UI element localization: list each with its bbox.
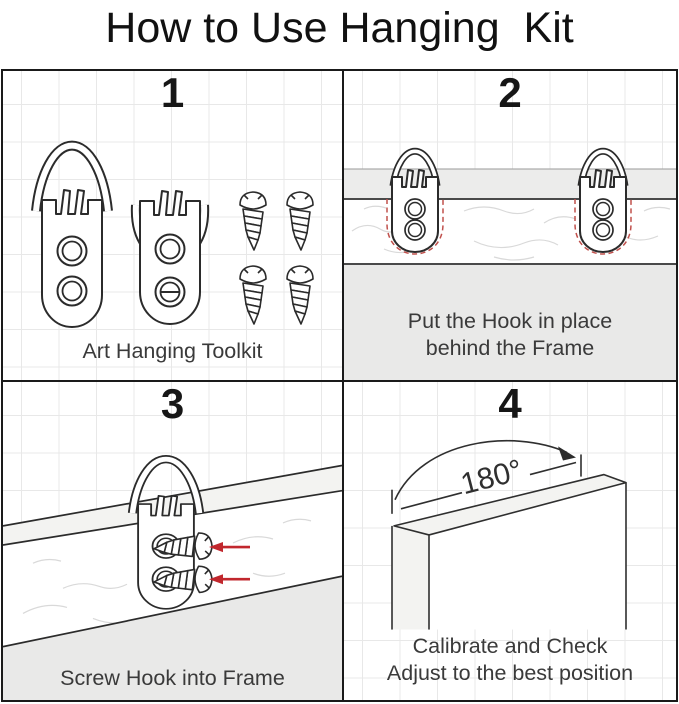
caption-line: behind the Frame (425, 335, 595, 360)
step-number-2: 2 (498, 71, 522, 116)
panel-step-2 (344, 71, 676, 382)
caption-line: Adjust to the best position (386, 660, 634, 685)
step-number-1: 1 (160, 71, 185, 116)
panel-step-3 (3, 382, 344, 700)
caption-step-2 (344, 308, 676, 362)
screw-icon (240, 192, 266, 250)
caption-step-3 (3, 665, 342, 692)
steps-grid (1, 69, 678, 702)
caption-step-1 (3, 338, 342, 365)
caption-step-4 (344, 633, 676, 687)
d-ring-hanger-placed-icon (575, 151, 631, 254)
caption-line: Art Hanging Toolkit (82, 338, 263, 363)
d-ring-hanger-folded-icon (136, 191, 204, 324)
screw-icon (287, 192, 313, 250)
panel-step-1 (3, 71, 344, 382)
screw-icon (287, 266, 313, 324)
toolkit-illustration (3, 71, 342, 380)
angle-label: 180° (457, 453, 526, 502)
screw-icon (240, 266, 266, 324)
caption-line: Screw Hook into Frame (60, 665, 285, 690)
d-ring-hanger-front-icon (36, 146, 108, 327)
caption-line: Calibrate and Check (412, 633, 608, 658)
panel-step-4 (344, 382, 676, 700)
frame-side-face (392, 526, 429, 630)
d-ring-hanger-placed-icon (387, 151, 443, 254)
caption-line: Put the Hook in place (407, 308, 613, 333)
page-title: How to Use Hanging Kit (105, 4, 574, 52)
step-number-3: 3 (160, 382, 185, 427)
screw-into-frame-illustration (3, 382, 342, 700)
step-number-4: 4 (498, 382, 522, 427)
